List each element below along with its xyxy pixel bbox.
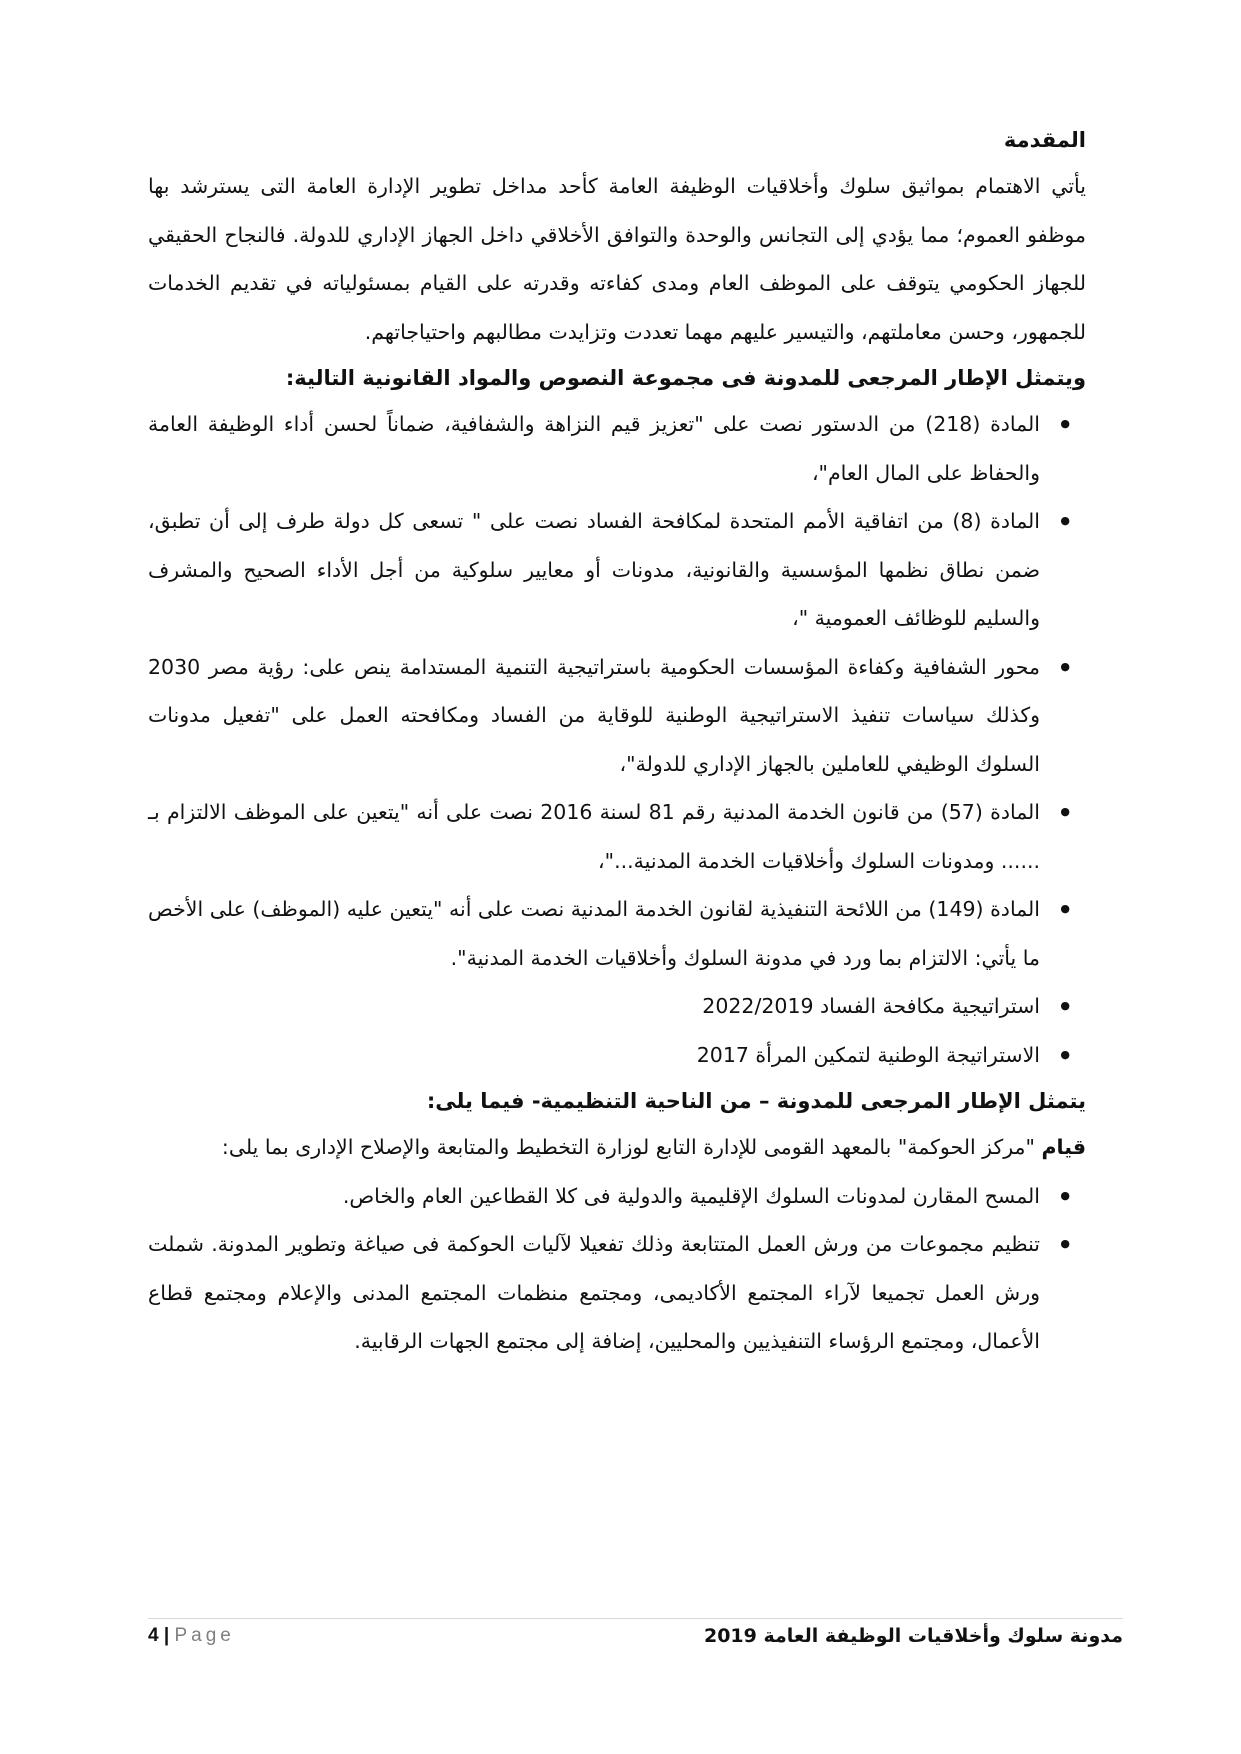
- list-item: ● المادة (8) من اتفاقية الأمم المتحدة لمكافحة الفساد نصت على " تسعى كل دولة طرف إلى أن تطبق، ضمن نطاق نظمها المؤسسية والقانونية، مدونات أو معايير سلوكية من أجل الأداء الصحيح والمشرف والسليم للوظائف العمومية "،: [148, 497, 1040, 643]
- legal-framework-list: [148, 400, 1086, 1079]
- organizational-intro: [148, 1123, 1086, 1172]
- list-item: ● محور الشفافية وكفاءة المؤسسات الحكومية باستراتيجية التنمية المستدامة ينص على: رؤية مصر 2030 وكذلك سياسات تنفيذ الاستراتيجية الوطنية للوقاية من الفساد ومكافحته العمل على "تفعيل مدونات السلوك الوظيفي للعاملين بالجهاز الإداري للدولة"،: [148, 643, 1040, 789]
- list-item: ● المادة (149) من اللائحة التنفيذية لقانون الخدمة المدنية نصت على أنه "يتعين عليه (الموظف) على الأخص ما يأتي: الالتزام بما ورد في مدونة السلوك وأخلاقيات الخدمة المدنية".: [148, 885, 1040, 982]
- organizational-framework-heading: يتمثل الإطار المرجعى للمدونة – من الناحية التنظيمية- فيما يلى:: [426, 1089, 1086, 1113]
- legal-framework-heading: ويتمثل الإطار المرجعى للمدونة فى مجموعة النصوص والمواد القانونية التالية:: [285, 366, 1086, 390]
- list-item: ● المادة (218) من الدستور نصت على "تعزيز قيم النزاهة والشفافية، ضماناً لحسن أداء الوظيفة العامة والحفاظ على المال العام"،: [148, 400, 1040, 497]
- footer-document-title: مدونة سلوك وأخلاقيات الوظيفة العامة 2019: [703, 1625, 1123, 1647]
- footer-separator: |: [163, 1625, 170, 1646]
- page-indicator: [148, 1625, 235, 1647]
- intro-paragraph: يأتي الاهتمام بمواثيق سلوك وأخلاقيات الوظيفة العامة كأحد مداخل تطوير الإدارة العامة التى يسترشد بها موظفو العموم؛ مما يؤدي إلى التجانس والوحدة والتوافق الأخلاقي داخل الجهاز الإداري للدولة. فالنجاح الحقيقي للجهاز الحكومي يتوقف على الموظف العام ومدى كفاءته وقدرته على القيام بمسئولياته في تقديم الخدمات للجمهور، وحسن معاملتهم، والتيسير عليهم مهما تعددت وتزايدت مطالبهم واحتياجاتهم.: [148, 174, 1086, 344]
- page-number: 4: [148, 1625, 159, 1646]
- list-item: ● تنظيم مجموعات من ورش العمل المتتابعة وذلك تفعيلا لآليات الحوكمة فى صياغة وتطوير المدونة. شملت ورش العمل تجميعا لآراء المجتمع الأكاديمى، ومجتمع منظمات المجتمع المدنى والإعلام ومجتمع قطاع الأعمال، ومجتمع الرؤساء التنفيذيين والمحليين، إضافة إلى مجتمع الجهات الرقابية.: [148, 1220, 1040, 1366]
- organizational-intro-text: "مركز الحوكمة" بالمعهد القومى للإدارة التابع لوزارة التخطيط والمتابعة والإصلاح الإدارى بما يلى:: [221, 1135, 1035, 1159]
- organizational-list: [148, 1172, 1086, 1366]
- page-word: Page: [174, 1625, 235, 1646]
- list-item: ● استراتيجية مكافحة الفساد 2022/2019: [148, 982, 1040, 1031]
- page-footer: [148, 1618, 1123, 1647]
- list-item: ● المسح المقارن لمدونات السلوك الإقليمية والدولية فى كلا القطاعين العام والخاص.: [148, 1172, 1040, 1221]
- organizational-lead-word: قيام: [1041, 1135, 1086, 1159]
- list-item: ● المادة (57) من قانون الخدمة المدنية رقم 81 لسنة 2016 نصت على أنه "يتعين على الموظف الالتزام بـ ...... ومدونات السلوك وأخلاقيات الخدمة المدنية..."،: [148, 788, 1040, 885]
- section-title: المقدمة: [1003, 128, 1086, 152]
- document-body: [148, 118, 1086, 1366]
- list-item: ● الاستراتيجة الوطنية لتمكين المرأة 2017: [148, 1031, 1040, 1080]
